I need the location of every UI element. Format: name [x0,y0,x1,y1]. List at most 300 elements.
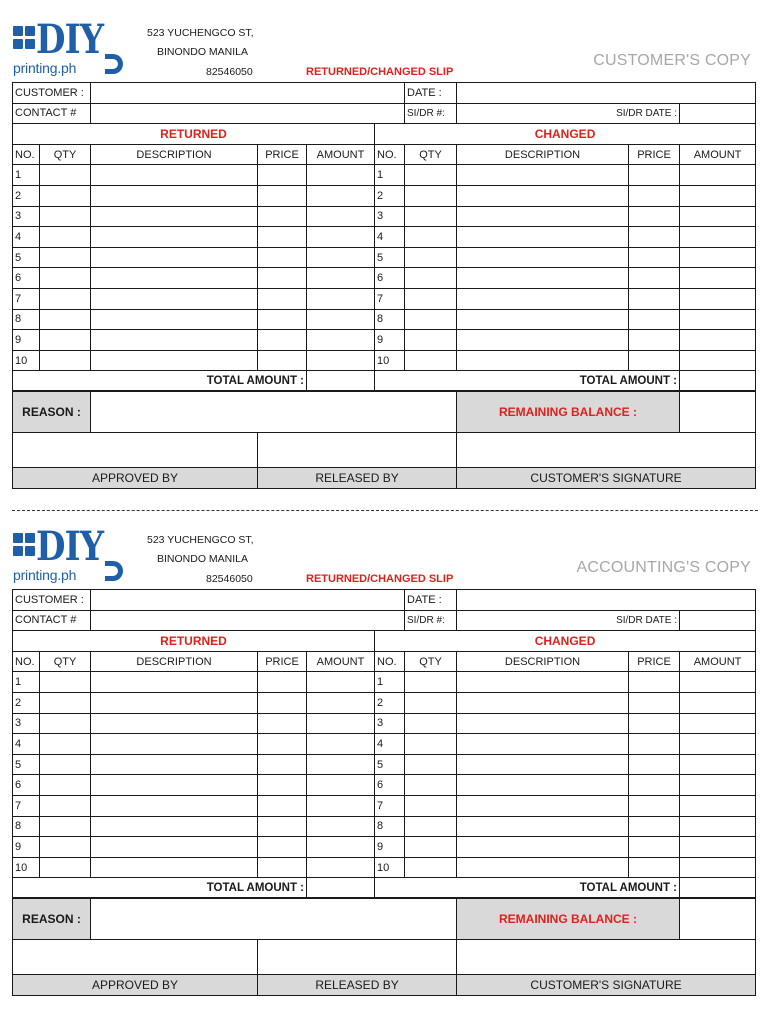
description-cell[interactable] [457,692,629,713]
row-number: 2 [13,692,40,713]
col-price: PRICE [258,651,307,672]
row-number: 10 [375,857,405,878]
table-row [13,754,756,775]
table-row [13,309,756,330]
qty-cell[interactable] [40,247,91,268]
col-description: DESCRIPTION [457,144,629,165]
qty-cell[interactable] [405,857,457,878]
address-line-1: 523 YUCHENGCO ST, [147,534,254,546]
qty-cell[interactable] [40,227,91,248]
slip-header [12,525,755,589]
copy-label: CUSTOMER'S COPY [593,52,751,69]
row-number: 6 [13,268,40,289]
phone-number: 82546050 [206,66,253,78]
customer-signature-box[interactable] [457,432,756,467]
description-cell[interactable] [457,754,629,775]
price-cell[interactable] [258,206,307,227]
price-cell[interactable] [629,713,680,734]
row-number: 3 [13,206,40,227]
qty-cell[interactable] [40,837,91,858]
customer-signature-label: CUSTOMER'S SIGNATURE [457,467,756,488]
price-cell[interactable] [258,185,307,206]
col-price: PRICE [629,651,680,672]
approved-by-label: APPROVED BY [13,974,258,995]
sidr-date-label: SI/DR DATE : [457,103,680,124]
customer-field[interactable] [91,590,405,611]
qty-cell[interactable] [405,350,457,371]
remaining-balance-label: REMAINING BALANCE : [457,898,680,939]
slip-title: RETURNED/CHANGED SLIP [306,66,454,78]
table-row [13,165,756,186]
price-cell[interactable] [258,816,307,837]
table-row [13,775,756,796]
amount-cell[interactable] [307,309,375,330]
amount-cell[interactable] [680,692,756,713]
amount-cell[interactable] [307,206,375,227]
price-cell[interactable] [629,247,680,268]
returned-total-label: TOTAL AMOUNT : [13,878,307,899]
col-amount: AMOUNT [307,651,375,672]
description-cell[interactable] [91,206,258,227]
address-line-1: 523 YUCHENGCO ST, [147,27,254,39]
released-signature-box[interactable] [258,432,457,467]
row-number: 2 [375,692,405,713]
logo-text: DIY [36,16,104,63]
description-cell[interactable] [457,165,629,186]
row-number: 8 [13,309,40,330]
qty-cell[interactable] [40,775,91,796]
table-row [13,330,756,351]
price-cell[interactable] [629,268,680,289]
amount-cell[interactable] [680,816,756,837]
qty-cell[interactable] [405,227,457,248]
description-cell[interactable] [457,309,629,330]
phone-number: 82546050 [206,573,253,585]
price-cell[interactable] [258,330,307,351]
description-cell[interactable] [91,754,258,775]
customer-label: CUSTOMER : [13,83,91,104]
price-cell[interactable] [629,330,680,351]
remaining-balance-label: REMAINING BALANCE : [457,391,680,432]
description-cell[interactable] [91,837,258,858]
qty-cell[interactable] [405,775,457,796]
description-cell[interactable] [91,350,258,371]
col-qty: QTY [405,144,457,165]
changed-total-field[interactable] [680,878,756,899]
price-cell[interactable] [258,837,307,858]
description-cell[interactable] [457,816,629,837]
cut-line [12,510,758,511]
price-cell[interactable] [258,775,307,796]
description-cell[interactable] [457,268,629,289]
table-row [13,837,756,858]
description-cell[interactable] [91,795,258,816]
amount-cell[interactable] [307,734,375,755]
qty-cell[interactable] [405,816,457,837]
amount-cell[interactable] [307,775,375,796]
table-row [13,672,756,693]
description-cell[interactable] [457,775,629,796]
price-cell[interactable] [629,165,680,186]
amount-cell[interactable] [680,247,756,268]
row-number: 6 [375,268,405,289]
contact-field[interactable] [91,103,405,124]
date-label: DATE : [405,590,457,611]
price-cell[interactable] [629,775,680,796]
row-number: 9 [13,330,40,351]
qty-cell[interactable] [405,754,457,775]
date-label: DATE : [405,83,457,104]
price-cell[interactable] [258,268,307,289]
released-signature-box[interactable] [258,939,457,974]
customer-label: CUSTOMER : [13,590,91,611]
amount-cell[interactable] [680,754,756,775]
qty-cell[interactable] [405,713,457,734]
col-description: DESCRIPTION [457,651,629,672]
description-cell[interactable] [457,795,629,816]
approved-signature-box[interactable] [13,432,258,467]
price-cell[interactable] [258,857,307,878]
row-number: 6 [13,775,40,796]
qty-cell[interactable] [40,672,91,693]
price-cell[interactable] [629,816,680,837]
table-row [13,692,756,713]
reason-field[interactable] [91,898,457,939]
amount-cell[interactable] [680,288,756,309]
qty-cell[interactable] [40,754,91,775]
released-by-label: RELEASED BY [258,974,457,995]
description-cell[interactable] [91,330,258,351]
row-number: 1 [13,672,40,693]
row-number: 5 [375,247,405,268]
row-number: 4 [13,227,40,248]
date-field[interactable] [457,590,756,611]
amount-cell[interactable] [680,350,756,371]
sidr-label: SI/DR #: [405,103,457,124]
table-row [13,268,756,289]
description-cell[interactable] [91,309,258,330]
col-no: NO. [13,144,40,165]
description-cell[interactable] [91,268,258,289]
accounting-copy-slip [12,525,755,996]
qty-cell[interactable] [405,734,457,755]
amount-cell[interactable] [307,795,375,816]
amount-cell[interactable] [680,165,756,186]
table-row [13,247,756,268]
row-number: 3 [375,206,405,227]
row-number: 9 [375,837,405,858]
approved-by-label: APPROVED BY [13,467,258,488]
qty-cell[interactable] [405,185,457,206]
price-cell[interactable] [258,734,307,755]
description-cell[interactable] [91,165,258,186]
row-number: 10 [13,857,40,878]
logo-curl-icon [105,561,123,581]
description-cell[interactable] [457,713,629,734]
qty-cell[interactable] [405,795,457,816]
amount-cell[interactable] [307,288,375,309]
returned-total-field[interactable] [307,371,375,392]
amount-cell[interactable] [680,185,756,206]
logo-subtext: printing.ph [13,567,77,583]
description-cell[interactable] [91,734,258,755]
price-cell[interactable] [629,309,680,330]
row-number: 7 [375,288,405,309]
price-cell[interactable] [258,672,307,693]
row-number: 10 [375,350,405,371]
table-row [13,795,756,816]
company-logo [12,16,130,80]
description-cell[interactable] [457,227,629,248]
amount-cell[interactable] [307,754,375,775]
qty-cell[interactable] [405,309,457,330]
price-cell[interactable] [258,692,307,713]
description-cell[interactable] [91,857,258,878]
price-cell[interactable] [629,857,680,878]
logo-text: DIY [36,523,104,570]
col-description: DESCRIPTION [91,651,258,672]
price-cell[interactable] [258,350,307,371]
amount-cell[interactable] [680,330,756,351]
row-number: 1 [13,165,40,186]
amount-cell[interactable] [680,837,756,858]
amount-cell[interactable] [680,734,756,755]
qty-cell[interactable] [40,288,91,309]
date-field[interactable] [457,83,756,104]
price-cell[interactable] [258,713,307,734]
amount-cell[interactable] [307,857,375,878]
description-cell[interactable] [457,857,629,878]
col-amount: AMOUNT [680,144,756,165]
price-cell[interactable] [258,309,307,330]
qty-cell[interactable] [40,692,91,713]
qty-cell[interactable] [405,247,457,268]
description-cell[interactable] [457,206,629,227]
changed-total-field[interactable] [680,371,756,392]
price-cell[interactable] [629,692,680,713]
row-number: 10 [13,350,40,371]
contact-field[interactable] [91,610,405,631]
slip-form-table [12,82,756,489]
price-cell[interactable] [258,247,307,268]
amount-cell[interactable] [307,330,375,351]
slip-title: RETURNED/CHANGED SLIP [306,573,454,585]
reason-label: REASON : [13,391,91,432]
price-cell[interactable] [629,185,680,206]
qty-cell[interactable] [40,713,91,734]
row-number: 5 [13,247,40,268]
row-number: 3 [13,713,40,734]
amount-cell[interactable] [680,775,756,796]
customer-signature-box[interactable] [457,939,756,974]
price-cell[interactable] [629,672,680,693]
amount-cell[interactable] [307,816,375,837]
description-cell[interactable] [457,330,629,351]
amount-cell[interactable] [307,247,375,268]
qty-cell[interactable] [40,734,91,755]
changed-section-title: CHANGED [375,124,756,145]
description-cell[interactable] [91,816,258,837]
description-cell[interactable] [457,837,629,858]
description-cell[interactable] [91,713,258,734]
row-number: 9 [375,330,405,351]
description-cell[interactable] [457,185,629,206]
description-cell[interactable] [91,692,258,713]
description-cell[interactable] [457,288,629,309]
row-number: 5 [375,754,405,775]
price-cell[interactable] [629,350,680,371]
row-number: 4 [13,734,40,755]
row-number: 4 [375,227,405,248]
row-number: 2 [375,185,405,206]
qty-cell[interactable] [405,288,457,309]
amount-cell[interactable] [680,672,756,693]
col-amount: AMOUNT [307,144,375,165]
returned-total-field[interactable] [307,878,375,899]
price-cell[interactable] [629,288,680,309]
changed-total-label: TOTAL AMOUNT : [375,371,680,392]
sidr-date-field[interactable] [680,103,756,124]
qty-cell[interactable] [405,692,457,713]
amount-cell[interactable] [307,692,375,713]
customer-copy-slip [12,18,755,489]
row-number: 4 [375,734,405,755]
remaining-balance-field[interactable] [680,391,756,432]
qty-cell[interactable] [40,857,91,878]
row-number: 7 [13,288,40,309]
description-cell[interactable] [91,227,258,248]
qty-cell[interactable] [405,206,457,227]
description-cell[interactable] [91,672,258,693]
amount-cell[interactable] [307,165,375,186]
qty-cell[interactable] [40,795,91,816]
row-number: 2 [13,185,40,206]
table-row [13,185,756,206]
amount-cell[interactable] [307,350,375,371]
description-cell[interactable] [91,775,258,796]
amount-cell[interactable] [680,713,756,734]
description-cell[interactable] [457,672,629,693]
customer-signature-label: CUSTOMER'S SIGNATURE [457,974,756,995]
qty-cell[interactable] [405,837,457,858]
logo-blocks-icon [13,26,35,56]
price-cell[interactable] [258,795,307,816]
amount-cell[interactable] [680,227,756,248]
qty-cell[interactable] [40,268,91,289]
reason-field[interactable] [91,391,457,432]
changed-total-label: TOTAL AMOUNT : [375,878,680,899]
qty-cell[interactable] [405,330,457,351]
amount-cell[interactable] [307,227,375,248]
price-cell[interactable] [629,206,680,227]
price-cell[interactable] [258,288,307,309]
amount-cell[interactable] [680,268,756,289]
description-cell[interactable] [457,350,629,371]
qty-cell[interactable] [40,206,91,227]
col-qty: QTY [405,651,457,672]
qty-cell[interactable] [405,165,457,186]
amount-cell[interactable] [680,309,756,330]
col-description: DESCRIPTION [91,144,258,165]
qty-cell[interactable] [405,672,457,693]
customer-field[interactable] [91,83,405,104]
col-price: PRICE [629,144,680,165]
amount-cell[interactable] [307,672,375,693]
amount-cell[interactable] [307,268,375,289]
description-cell[interactable] [457,734,629,755]
qty-cell[interactable] [40,816,91,837]
price-cell[interactable] [629,227,680,248]
row-number: 1 [375,165,405,186]
price-cell[interactable] [258,165,307,186]
description-cell[interactable] [91,247,258,268]
approved-signature-box[interactable] [13,939,258,974]
contact-label: CONTACT # [13,103,91,124]
sidr-date-label: SI/DR DATE : [457,610,680,631]
row-number: 8 [375,816,405,837]
row-number: 1 [375,672,405,693]
qty-cell[interactable] [40,165,91,186]
price-cell[interactable] [258,227,307,248]
price-cell[interactable] [629,795,680,816]
reason-label: REASON : [13,898,91,939]
qty-cell[interactable] [40,350,91,371]
row-number: 5 [13,754,40,775]
amount-cell[interactable] [680,795,756,816]
row-number: 8 [375,309,405,330]
col-amount: AMOUNT [680,651,756,672]
table-row [13,288,756,309]
price-cell[interactable] [629,837,680,858]
amount-cell[interactable] [307,837,375,858]
qty-cell[interactable] [40,185,91,206]
returned-total-label: TOTAL AMOUNT : [13,371,307,392]
row-number: 9 [13,837,40,858]
description-cell[interactable] [91,288,258,309]
price-cell[interactable] [629,734,680,755]
amount-cell[interactable] [680,206,756,227]
table-row [13,713,756,734]
table-row [13,350,756,371]
table-row [13,734,756,755]
amount-cell[interactable] [307,713,375,734]
description-cell[interactable] [457,247,629,268]
address-line-2: BINONDO MANILA [157,46,249,58]
row-number: 7 [13,795,40,816]
col-qty: QTY [40,144,91,165]
qty-cell[interactable] [405,268,457,289]
amount-cell[interactable] [680,857,756,878]
price-cell[interactable] [629,754,680,775]
company-logo [12,523,130,587]
logo-curl-icon [105,54,123,74]
amount-cell[interactable] [307,185,375,206]
logo-subtext: printing.ph [13,60,77,76]
slip-header [12,18,755,82]
remaining-balance-field[interactable] [680,898,756,939]
description-cell[interactable] [91,185,258,206]
col-qty: QTY [40,651,91,672]
qty-cell[interactable] [40,330,91,351]
col-price: PRICE [258,144,307,165]
returned-section-title: RETURNED [13,631,375,652]
price-cell[interactable] [258,754,307,775]
table-row [13,816,756,837]
qty-cell[interactable] [40,309,91,330]
col-no: NO. [375,651,405,672]
sidr-date-field[interactable] [680,610,756,631]
row-number: 3 [375,713,405,734]
